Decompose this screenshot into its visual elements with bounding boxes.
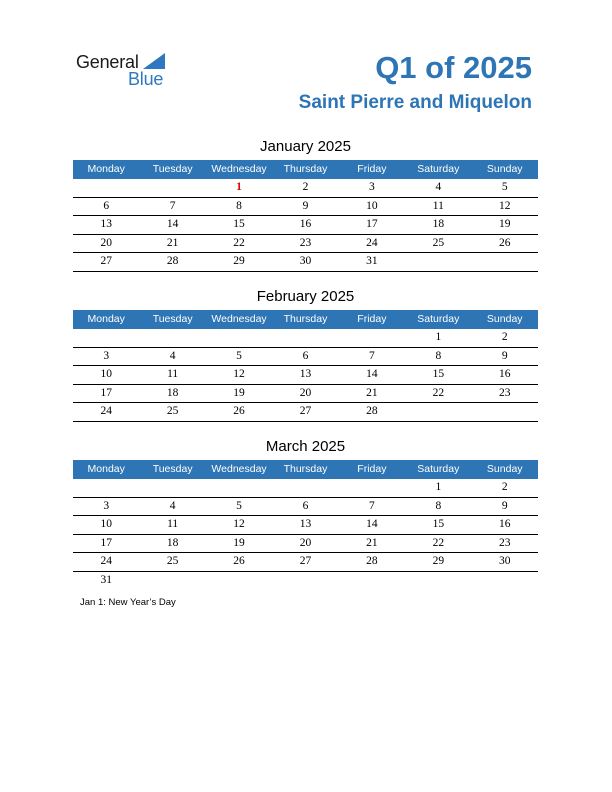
day-cell: 3 [369, 181, 375, 193]
day-cell: 13 [299, 368, 312, 380]
month-march [73, 438, 538, 589]
day-cell [472, 253, 538, 271]
day-cell: 12 [498, 199, 511, 212]
weekday-label: Wednesday [211, 163, 267, 175]
day-cell: 17 [100, 386, 112, 399]
day-cell: 21 [166, 236, 179, 249]
day-cell: 19 [233, 536, 245, 549]
day-cell: 17 [100, 536, 112, 549]
day-cell: 23 [498, 386, 511, 399]
day-cell: 27 [299, 555, 312, 567]
logo-triangle-icon [143, 53, 165, 69]
day-cell: 8 [236, 199, 242, 212]
day-cell: 13 [100, 218, 112, 230]
weekday-label: Sunday [486, 313, 523, 325]
week-row [73, 479, 538, 498]
weekday-header [73, 310, 538, 329]
day-cell: 6 [103, 199, 110, 212]
weekday-label: Sunday [486, 163, 523, 175]
day-cell: 9 [501, 349, 508, 362]
week-row [73, 198, 538, 217]
day-cell: 6 [302, 499, 309, 512]
day-cell: 14 [166, 218, 179, 230]
weekday-label: Saturday [417, 313, 460, 325]
day-cell: 22 [233, 236, 245, 249]
weekday-label: Thursday [283, 163, 328, 175]
week-row [73, 553, 538, 572]
day-cell: 17 [366, 218, 378, 230]
weekday-label: Monday [87, 463, 125, 475]
day-cell: 20 [299, 386, 312, 399]
day-cell [272, 479, 338, 497]
day-cell: 25 [166, 405, 179, 417]
weekday-label: Tuesday [152, 313, 193, 325]
day-cell [73, 179, 139, 197]
week-row [73, 179, 538, 198]
holiday-note: Jan 1: New Year’s Day [80, 597, 176, 608]
day-cell: 3 [103, 499, 110, 512]
day-cell: 1 [435, 481, 442, 493]
day-cell: 29 [233, 255, 245, 267]
week-row [73, 366, 538, 385]
week-row [73, 216, 538, 235]
weekday-label: Wednesday [211, 313, 267, 325]
day-cell: 11 [167, 368, 179, 380]
day-cell: 27 [100, 255, 112, 267]
day-cell: 5 [501, 181, 508, 193]
day-cell [139, 179, 205, 197]
day-cell: 22 [432, 536, 445, 549]
day-cell: 28 [366, 405, 378, 417]
day-cell: 20 [299, 536, 312, 549]
week-row [73, 572, 538, 590]
day-cell: 5 [236, 349, 242, 362]
weekday-label: Saturday [417, 463, 460, 475]
month-title: February 2025 [256, 288, 355, 305]
day-cell: 11 [432, 199, 444, 212]
day-cell: 9 [501, 499, 508, 512]
day-cell: 28 [366, 555, 378, 567]
day-cell: 7 [369, 349, 375, 362]
month-january [73, 138, 538, 272]
week-row [73, 403, 538, 422]
day-cell: 5 [236, 499, 242, 512]
day-cell: 26 [233, 555, 245, 567]
weekday-label: Tuesday [152, 463, 193, 475]
day-cell [472, 572, 538, 590]
day-cell: 11 [167, 518, 179, 530]
week-row [73, 348, 538, 367]
day-cell: 26 [233, 405, 245, 417]
day-cell: 19 [233, 386, 245, 399]
day-cell [272, 572, 338, 590]
weekday-label: Friday [357, 313, 387, 325]
day-cell [139, 479, 205, 497]
day-cell [472, 403, 538, 421]
day-cell: 20 [100, 236, 112, 249]
day-cell: 7 [169, 199, 176, 212]
weekday-header [73, 460, 538, 479]
day-cell [339, 572, 405, 590]
day-cell: 16 [299, 218, 312, 230]
weekday-label: Monday [87, 313, 125, 325]
day-cell: 13 [299, 518, 312, 530]
week-row [73, 253, 538, 272]
weekday-label: Tuesday [152, 163, 193, 175]
day-cell: 26 [498, 236, 511, 249]
day-cell: 31 [366, 255, 378, 267]
day-cell: 14 [366, 518, 378, 530]
day-cell: 18 [166, 386, 179, 399]
day-cell: 28 [166, 255, 179, 267]
day-cell: 22 [432, 386, 445, 399]
day-cell: 3 [103, 349, 110, 362]
weekday-label: Thursday [283, 313, 328, 325]
day-cell: 24 [100, 405, 112, 417]
day-cell: 23 [498, 536, 511, 549]
day-cell: 8 [435, 499, 442, 512]
day-cell: 18 [166, 536, 179, 549]
day-cell [206, 329, 272, 347]
logo [76, 52, 176, 88]
day-cell: 25 [166, 555, 179, 567]
day-cell: 4 [169, 499, 176, 512]
day-cell: 30 [299, 255, 312, 267]
day-cell: 14 [366, 368, 378, 380]
week-row [73, 385, 538, 404]
day-cell [272, 329, 338, 347]
day-cell: 23 [299, 236, 312, 249]
day-cell: 16 [498, 518, 511, 530]
day-cell: 10 [100, 518, 112, 530]
month-title: January 2025 [260, 138, 351, 155]
weekday-label: Monday [87, 163, 125, 175]
logo-blue-text: Blue [128, 69, 164, 89]
day-cell: 7 [369, 499, 375, 512]
day-cell: 12 [233, 518, 245, 530]
day-cell: 1 [236, 181, 242, 193]
day-cell: 8 [435, 349, 442, 362]
day-cell: 21 [366, 386, 378, 399]
day-cell [139, 572, 205, 590]
day-cell: 2 [501, 481, 508, 493]
weekday-label: Friday [357, 163, 387, 175]
day-cell [206, 479, 272, 497]
day-cell: 15 [432, 368, 445, 380]
month-title: March 2025 [265, 438, 346, 455]
day-cell: 6 [302, 349, 309, 362]
month-february [73, 288, 538, 422]
weekday-label: Sunday [486, 463, 523, 475]
day-cell: 16 [498, 368, 511, 380]
day-cell [405, 572, 471, 590]
day-cell: 4 [435, 181, 442, 193]
day-cell: 30 [498, 555, 511, 567]
day-cell: 24 [366, 236, 378, 249]
day-cell [73, 479, 139, 497]
day-cell [206, 572, 272, 590]
day-cell: 10 [100, 368, 112, 380]
day-cell: 31 [100, 573, 112, 586]
day-cell: 15 [432, 518, 445, 530]
week-row [73, 498, 538, 517]
day-cell [339, 479, 405, 497]
day-cell: 27 [299, 405, 312, 417]
week-row [73, 329, 538, 348]
weekday-label: Wednesday [211, 463, 267, 475]
day-cell: 29 [432, 555, 445, 567]
day-cell: 2 [501, 331, 508, 343]
day-cell: 9 [302, 199, 309, 212]
day-cell: 18 [432, 218, 445, 230]
day-cell: 12 [233, 368, 245, 380]
day-cell: 21 [366, 536, 378, 549]
day-cell [139, 329, 205, 347]
day-cell: 24 [100, 555, 112, 567]
day-cell: 10 [366, 199, 378, 212]
week-row [73, 235, 538, 254]
day-cell: 1 [435, 331, 442, 343]
weekday-header [73, 160, 538, 179]
weekday-label: Saturday [417, 163, 460, 175]
day-cell: 19 [498, 218, 511, 230]
logo-general-text: General [76, 52, 139, 72]
weekday-label: Thursday [283, 463, 328, 475]
page-subtitle: Saint Pierre and Miquelon [298, 92, 532, 113]
day-cell: 25 [432, 236, 445, 249]
weekday-label: Friday [357, 463, 387, 475]
day-cell: 4 [169, 349, 176, 362]
day-cell [405, 403, 471, 421]
page-title: Q1 of 2025 [375, 50, 532, 85]
week-row [73, 535, 538, 554]
week-row [73, 516, 538, 535]
day-cell [73, 329, 139, 347]
day-cell: 15 [233, 218, 245, 230]
day-cell [405, 253, 471, 271]
day-cell: 2 [302, 181, 309, 193]
day-cell [339, 329, 405, 347]
